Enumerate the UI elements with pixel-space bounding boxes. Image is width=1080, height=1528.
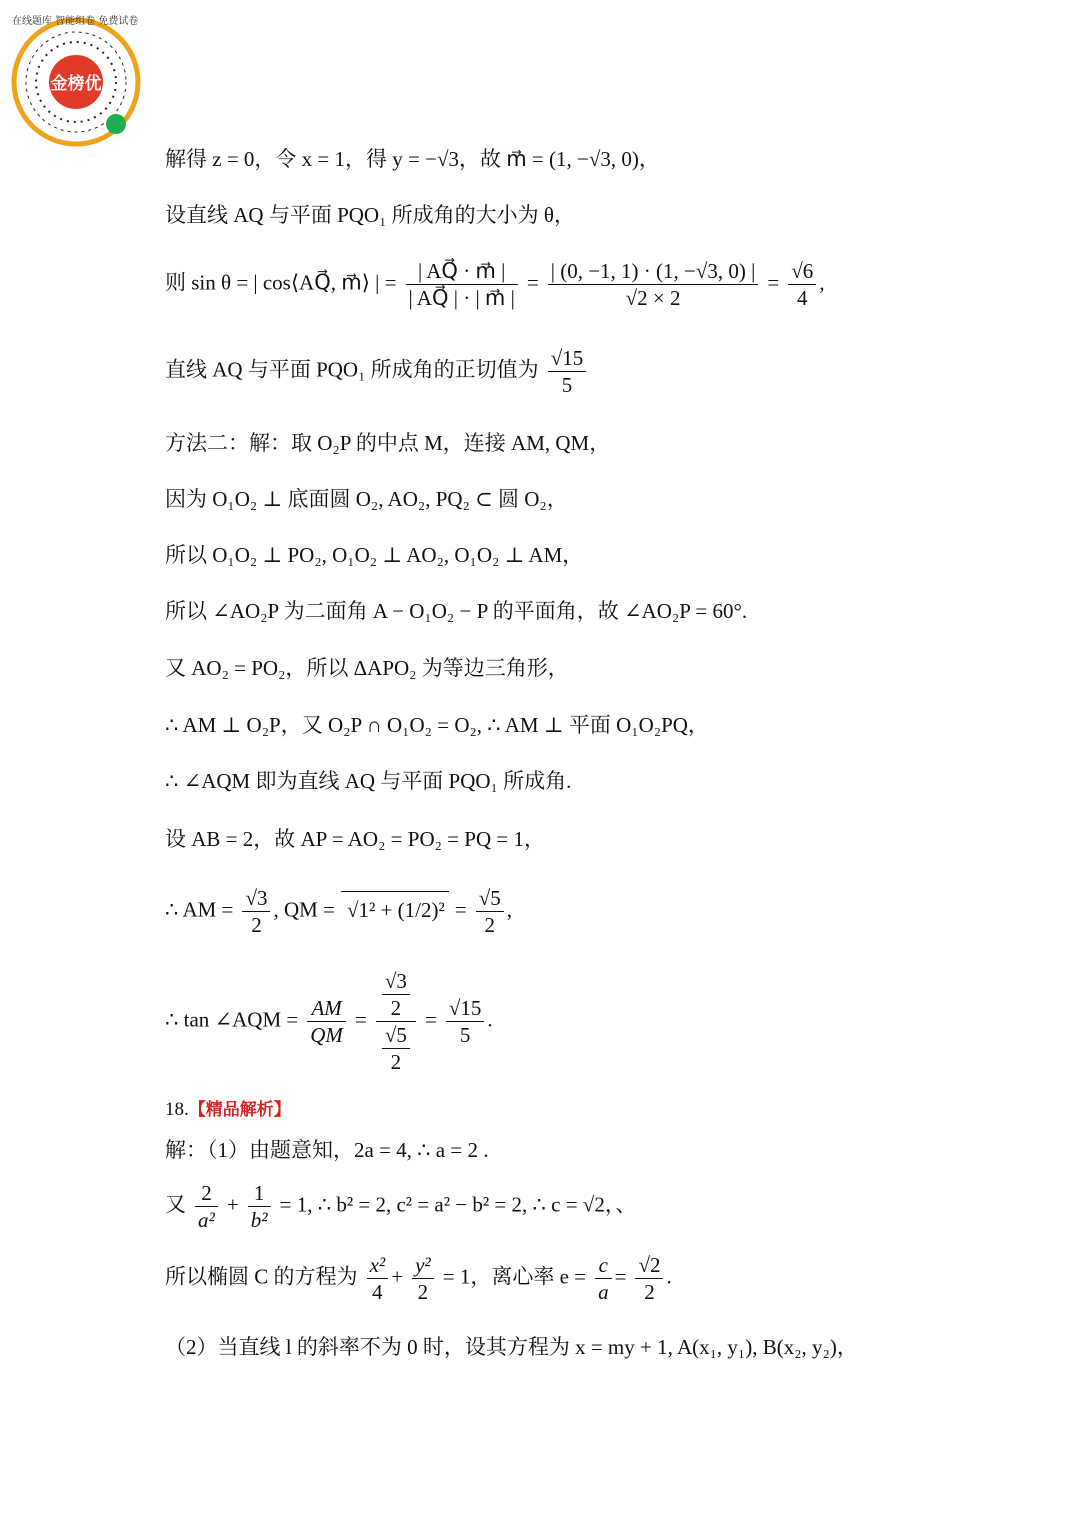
line-1: 解得 z = 0，令 x = 1，得 y = −√3，故 m⃗ = (1, −√3, 0)，: [165, 147, 660, 171]
line-16: 又 $\frac{2}{\text{a²}}$ + $\frac{1}{\text{b²}}$ = 1, ∴ b² = 2, c² = a² − b² = 2, ∴ c = √2，、: [165, 1181, 637, 1232]
section-18-header: 18.【精品解析】: [165, 1099, 291, 1120]
line-7: 所以 O₁O₂ ⊥ PO₂, O₁O₂ ⊥ AO₂, O₁O₂ ⊥ AM，: [165, 543, 584, 567]
line-6: 因为 O₁O₂ ⊥ 底面圆 O₂, AO₂, PQ₂ ⊂ 圆 O₂，: [165, 487, 568, 511]
line-17: 所以椭圆 C 的方程为 $\frac{\text{x²}}{4}$ + $\frac{\text{y²}}{2}$ = 1，离心率 e = $\frac{c}{a}$ = $\frac{√2}{2}$ .: [165, 1253, 672, 1304]
line-15: 解：（1）由题意知，2a = 4, ∴ a = 2 .: [165, 1138, 489, 1162]
line-14: ∴ tan ∠AQM = $\frac{AM}{QM}$ = $\frac{\frac{√3}{2}}{\frac{√5}{2}}$ = $\frac{√15}{5}$ .: [165, 969, 493, 1074]
line-2: 设直线 AQ 与平面 PQO₁ 所成角的大小为 θ，: [165, 203, 575, 227]
line-9: 又 AO₂ = PO₂，所以 ΔAPO₂ 为等边三角形，: [165, 656, 569, 680]
line-12: 设 AB = 2，故 AP = AO₂ = PO₂ = PQ = 1，: [165, 827, 545, 851]
line-18: （2）当直线 l 的斜率不为 0 时，设其方程为 x = my + 1, A(x₁, y₁), B(x₂, y₂)，: [165, 1335, 858, 1359]
line-11: ∴ ∠AQM 即为直线 AQ 与平面 PQO₁ 所成角.: [165, 769, 572, 793]
line-5: 方法二：解：取 O₂P 的中点 M，连接 AM, QM，: [165, 431, 611, 455]
logo-badge-text: 金榜优: [50, 74, 102, 94]
line-13: ∴ AM = $\frac{√3}{2}$ , QM = √1² + (1/2)² = $\frac{√5}{2}$ ,: [165, 886, 512, 937]
logo-ring-text: 在线题库 智能组卷 免费试卷: [12, 16, 139, 27]
line-10: ∴ AM ⊥ O₂P，又 O₂P ∩ O₁O₂ = O₂, ∴ AM ⊥ 平面 O₁O₂PQ，: [165, 713, 709, 737]
line-4: 直线 AQ 与平面 PQO₁ 所成角的正切值为 $\frac{√15}{5}$: [165, 345, 589, 398]
jinbangyou-logo: [4, 2, 148, 152]
line-3: 则 sin θ = | cos⟨AQ⃗, m⃗⟩ | = $\frac{| AQ⃗ \cdot m⃗ |}{| AQ⃗ | \cdot | m⃗ |}$ = $\frac{| (0, -1, 1) \cdot (1, -√3, 0) |}{√2 \times 2}$ = $\frac{√6}{4}$ ,: [165, 259, 825, 310]
line-8: 所以 ∠AO₂P 为二面角 A − O₁O₂ − P 的平面角，故 ∠AO₂P = 60°.: [165, 599, 748, 623]
